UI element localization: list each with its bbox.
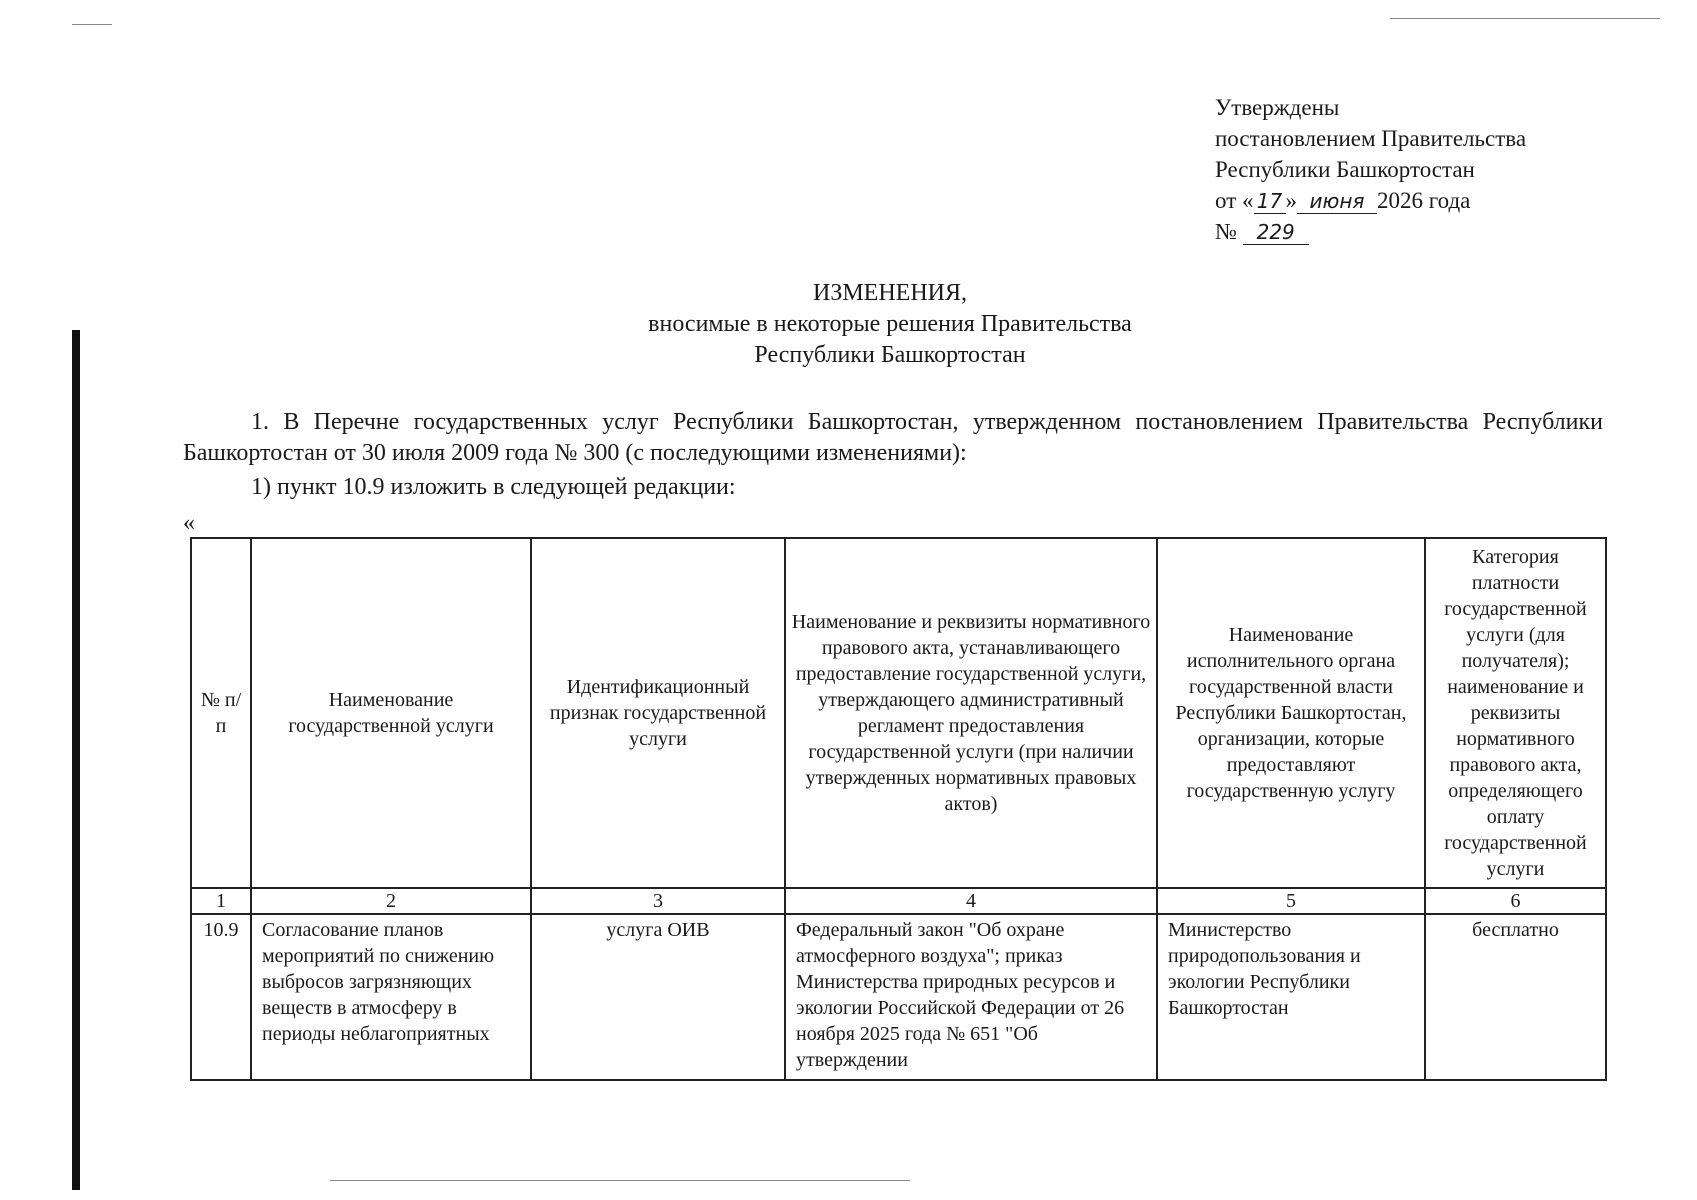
header-cell: Наименование исполнительного органа государственной власти Республики Башкортостан, организации, которые предоставляют государственную услугу [1157, 538, 1425, 888]
approval-line: Утверждены [1215, 95, 1340, 120]
row-number: 10.9 [191, 914, 251, 1080]
body-paragraph: 1) пункт 10.9 изложить в следующей редакции: [251, 474, 736, 500]
header-cell: Наименование и реквизиты нормативного правового акта, устанавливающего предоставление государственной услуги, утверждающего административный регламент предоставления государственной услуги (при наличии утвержденных нормативных правовых актов) [785, 538, 1157, 888]
scan-artifact-line [72, 24, 112, 25]
service-identifier: услуга ОИВ [531, 914, 785, 1080]
table-row [191, 914, 1606, 1080]
column-number-row [191, 888, 1606, 914]
title-line: вносимые в некоторые решения Правительства [648, 311, 1132, 337]
column-number: 6 [1425, 888, 1606, 914]
scan-edge-shadow [72, 330, 80, 1190]
body-paragraph: 1. В Перечне государственных услуг Республики Башкортостан, утвержденном постановлением Правительства Республики Башкортостан от 30 июля 2009 года № 300 (с последующими изменениями): [183, 409, 1603, 466]
open-quote: « [183, 510, 195, 536]
table-header-row [191, 538, 1606, 888]
column-number: 1 [191, 888, 251, 914]
column-number: 2 [251, 888, 531, 914]
approval-number-value: 229 [1243, 220, 1309, 245]
column-number: 4 [785, 888, 1157, 914]
column-number: 5 [1157, 888, 1425, 914]
authority: Министерство природопользования и экологии Республики Башкортостан [1157, 914, 1425, 1080]
approval-number: № 229 [1215, 216, 1526, 247]
document-title [0, 278, 1697, 371]
approval-stamp [1215, 92, 1526, 247]
scan-artifact-line [330, 1180, 910, 1181]
approval-line: постановлением Правительства [1215, 126, 1527, 151]
approval-line: Республики Башкортостан [1215, 157, 1475, 182]
title-line: Республики Башкортостан [754, 342, 1026, 368]
column-number: 3 [531, 888, 785, 914]
legal-act: Федеральный закон "Об охране атмосферного воздуха"; приказ Министерства природных ресурсов и экологии Российской Федерации от 26 ноября 2025 года № 651 "Об утверждении [785, 914, 1157, 1080]
approval-date: от « 17 » июня 2026 года [1215, 188, 1471, 213]
payment-category: бесплатно [1425, 914, 1606, 1080]
services-table [190, 537, 1607, 1081]
header-cell: Наименование государственной услуги [251, 538, 531, 888]
scan-artifact-line [1390, 18, 1660, 19]
service-name: Согласование планов мероприятий по снижению выбросов загрязняющих веществ в атмосферу в периоды неблагоприятных [251, 914, 531, 1080]
header-cell: № п/п [191, 538, 251, 888]
approval-day: 17 [1254, 189, 1286, 214]
title-line: ИЗМЕНЕНИЯ, [812, 280, 968, 306]
header-cell: Идентификационный признак государственной услуги [531, 538, 785, 888]
header-cell: Категория платности государственной услуги (для получателя); наименование и реквизиты нормативного правового акта, определяющего оплату государственной услуги [1425, 538, 1606, 888]
approval-month: июня [1297, 189, 1377, 214]
